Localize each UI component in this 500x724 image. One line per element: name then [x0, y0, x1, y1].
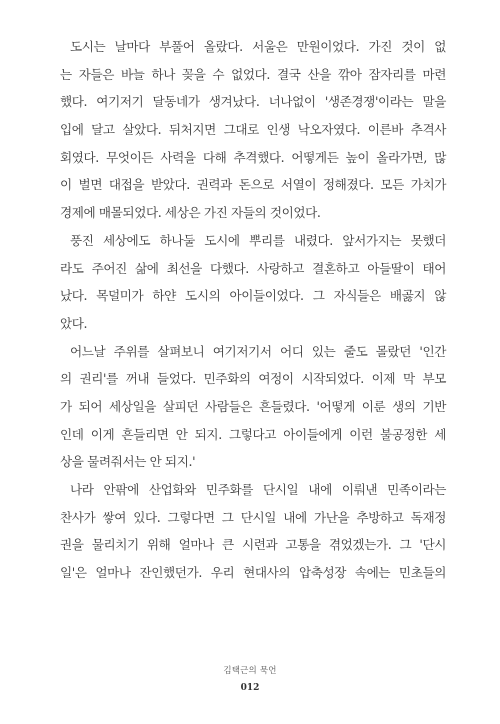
text-line: 났다. 목덜미가 하얀 도시의 아이들이었다. 그 자식들은 배곯지 않: [60, 288, 446, 304]
text-line: 회였다. 무엇이든 사력을 다해 추격했다. 어떻게든 높이 올라가면, 많: [60, 149, 446, 165]
text-line: 권을 물리치기 위해 얼마나 큰 시련과 고통을 겪었겠는가. 그 '단시: [60, 537, 446, 553]
text-line: 의 권리'를 꺼내 들었다. 민주화의 여정이 시작되었다. 이제 막 부모: [60, 371, 446, 387]
text-line: 인데 이게 흔들리면 안 되지. 그렇다고 아이들에게 이런 불공정한 세: [60, 426, 446, 442]
page-number: 012: [240, 683, 260, 693]
body-text: [60, 33, 446, 587]
text-line: 는 자들은 바늘 하나 꽂을 수 없었다. 결국 산을 깎아 잠자리를 마련: [60, 66, 446, 82]
text-line: 이 벌면 대접을 받았다. 권력과 돈으로 서열이 정해졌다. 모든 가치가: [60, 177, 446, 193]
text-line: 입에 달고 살았다. 뒤처지면 그대로 인생 낙오자였다. 이른바 추격사: [60, 122, 446, 138]
text-line: 어느날 주위를 살펴보니 여기저기서 어디 있는 줄도 몰랐던 '인간: [70, 343, 446, 359]
text-line: 경제에 매몰되었다. 세상은 가진 자들의 것이었다.: [60, 205, 321, 221]
text-line: 찬사가 쌓여 있다. 그렇다면 그 단시일 내에 가난을 추방하고 독재정: [60, 509, 446, 525]
text-line: 했다. 여기저기 달동네가 생겨났다. 너나없이 '생존경쟁'이라는 말을: [60, 94, 446, 110]
text-line: 나라 안팎에 산업화와 민주화를 단시일 내에 이뤄낸 민족이라는: [70, 482, 446, 497]
text-line: 라도 주어진 삶에 최선을 다했다. 사랑하고 결혼하고 아들딸이 태어: [60, 260, 446, 276]
running-footer-title: 김택근의 묵언: [223, 666, 277, 676]
text-line: 도시는 날마다 부풀어 올랐다. 서울은 만원이었다. 가진 것이 없: [70, 39, 446, 54]
text-line: 상을 물려줘서는 안 되지.': [60, 454, 196, 470]
text-line: 가 되어 세상일을 살피던 사람들은 흔들렸다. '어떻게 이룬 생의 기반: [60, 398, 446, 414]
text-line: 일'은 얼마나 잔인했던가. 우리 현대사의 압축성장 속에는 민초들의: [60, 565, 446, 581]
text-line: 았다.: [60, 315, 88, 331]
text-line: 풍진 세상에도 하나둘 도시에 뿌리를 내렸다. 앞서가지는 못했더: [70, 232, 446, 248]
